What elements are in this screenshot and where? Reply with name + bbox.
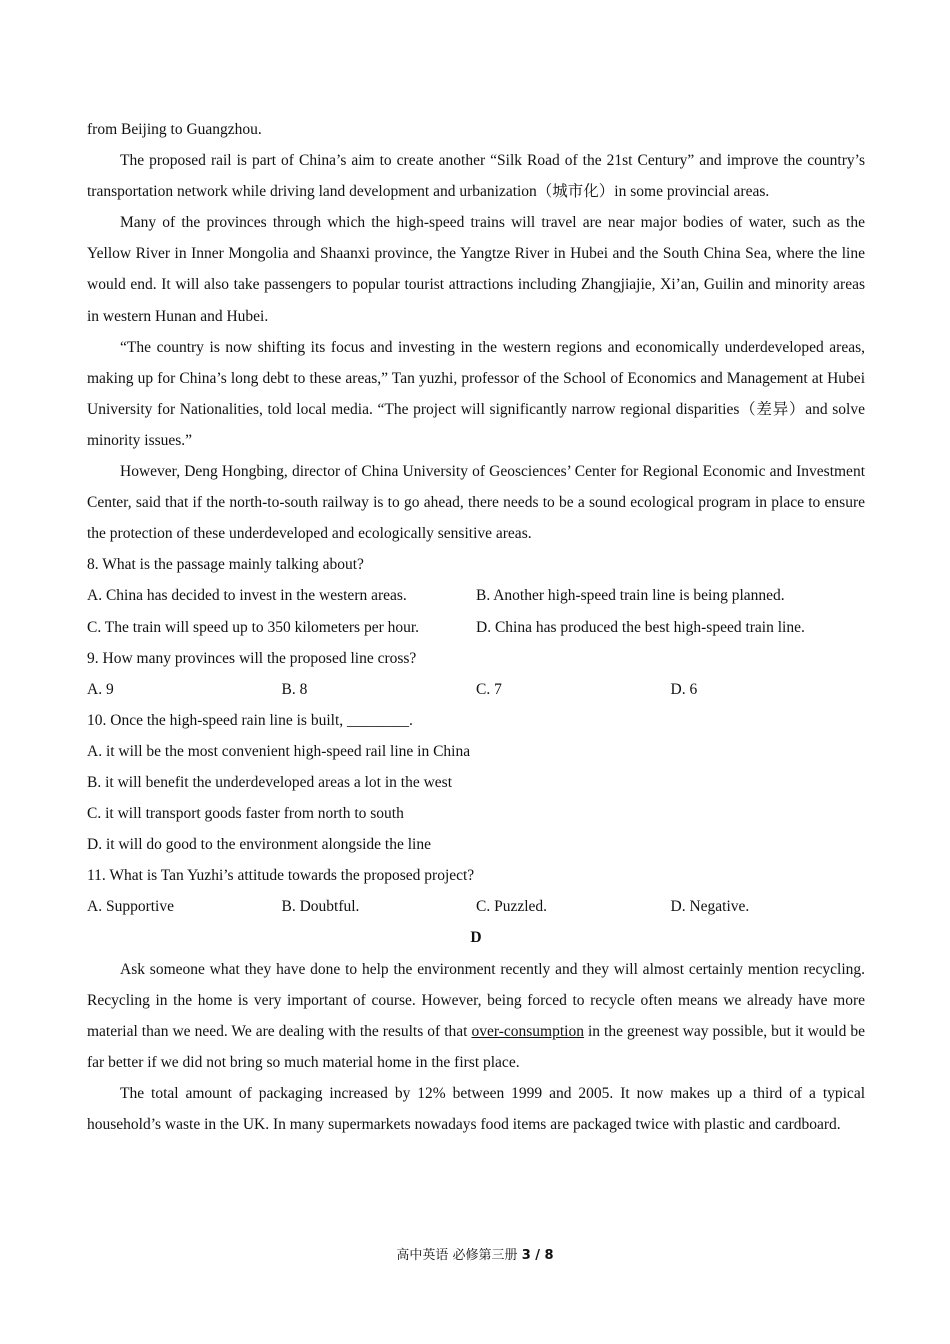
- underlined-term: over-consumption: [471, 1022, 584, 1040]
- option-a: A. it will be the most convenient high-speed rail line in China: [87, 742, 471, 760]
- question-10: [87, 705, 865, 860]
- paragraph: from Beijing to Guangzhou.: [87, 121, 262, 138]
- paragraph-text: Ask someone what they have done to help the environment recently and they will almost certainly mention recycling. Recycling in the home is very important of course. However, being forced to recycle often means we already have more material than we need. We are dealing with the results of that: [87, 960, 865, 1040]
- paragraph: The proposed rail is part of China’s aim to create another “Silk Road of the 21st Century” and improve the country’s transportation network while driving land development and urbanization（城市化）in some provincial areas.: [87, 152, 865, 201]
- option-b: B. Doubtful.: [281, 898, 360, 916]
- paragraph: [87, 954, 865, 1078]
- question-9: [87, 643, 865, 705]
- option-b: B. Another high-speed train line is being planned.: [476, 587, 785, 605]
- section-heading: D: [470, 929, 482, 947]
- option-b: B. 8: [281, 680, 308, 698]
- option-b: B. it will benefit the underdeveloped areas a lot in the west: [87, 773, 452, 791]
- page-footer: [0, 1244, 950, 1263]
- question-stem: 10. Once the high-speed rain line is built, ________.: [87, 711, 413, 729]
- question-11: [87, 860, 865, 922]
- document-body: [87, 114, 865, 1140]
- question-stem: 9. How many provinces will the proposed line cross?: [87, 649, 417, 667]
- paragraph: However, Deng Hongbing, director of China University of Geosciences’ Center for Regional Economic and Investment Center, said that if the north-to-south railway is to go ahead, there needs to be a sound ecological program in place to ensure the protection of these underdeveloped and ecologically sensitive areas.: [87, 463, 865, 543]
- option-c: C. it will transport goods faster from north to south: [87, 805, 404, 823]
- option-d: D. 6: [670, 680, 698, 698]
- paragraph: The total amount of packaging increased by 12% between 1999 and 2005. It now makes up a third of a typical household’s waste in the UK. In many supermarkets nowadays food items are packaged twice with plastic and cardboard.: [87, 1084, 865, 1133]
- option-a: A. Supportive: [87, 898, 174, 916]
- option-a: A. China has decided to invest in the western areas.: [87, 587, 407, 605]
- paragraph: Many of the provinces through which the high-speed trains will travel are near major bodies of water, such as the Yellow River in Inner Mongolia and Shaanxi province, the Yangtze River in Hubei and the South China Sea, where the line would end. It will also take passengers to popular tourist attractions including Zhangjiajie, Xi’an, Guilin and minority areas in western Hunan and Hubei.: [87, 214, 865, 325]
- page-number: 3 / 8: [521, 1248, 554, 1263]
- option-d: D. Negative.: [670, 898, 750, 916]
- option-c: C. The train will speed up to 350 kilometers per hour.: [87, 618, 420, 636]
- paragraph: “The country is now shifting its focus and investing in the western regions and economically underdeveloped areas, making up for China’s long debt to these areas,” Tan yuzhi, professor of the School of Economics and Management at Hubei University for Nationalities, told local media. “The project will significantly narrow regional disparities（差异）and solve minority issues.”: [87, 338, 865, 449]
- option-d: D. China has produced the best high-speed train line.: [476, 618, 805, 636]
- option-a: A. 9: [87, 680, 114, 698]
- question-8: [87, 549, 865, 642]
- option-d: D. it will do good to the environment alongside the line: [87, 836, 431, 854]
- option-c: C. Puzzled.: [476, 898, 548, 916]
- question-stem: 8. What is the passage mainly talking about?: [87, 556, 364, 574]
- option-c: C. 7: [476, 680, 502, 698]
- question-stem: 11. What is Tan Yuzhi’s attitude towards the proposed project?: [87, 867, 475, 885]
- paragraph-text: in the greenest way possible, but it would be far better if we did not bring so much material home in the first place.: [87, 1022, 865, 1071]
- footer-title: 高中英语 必修第三册: [396, 1248, 522, 1263]
